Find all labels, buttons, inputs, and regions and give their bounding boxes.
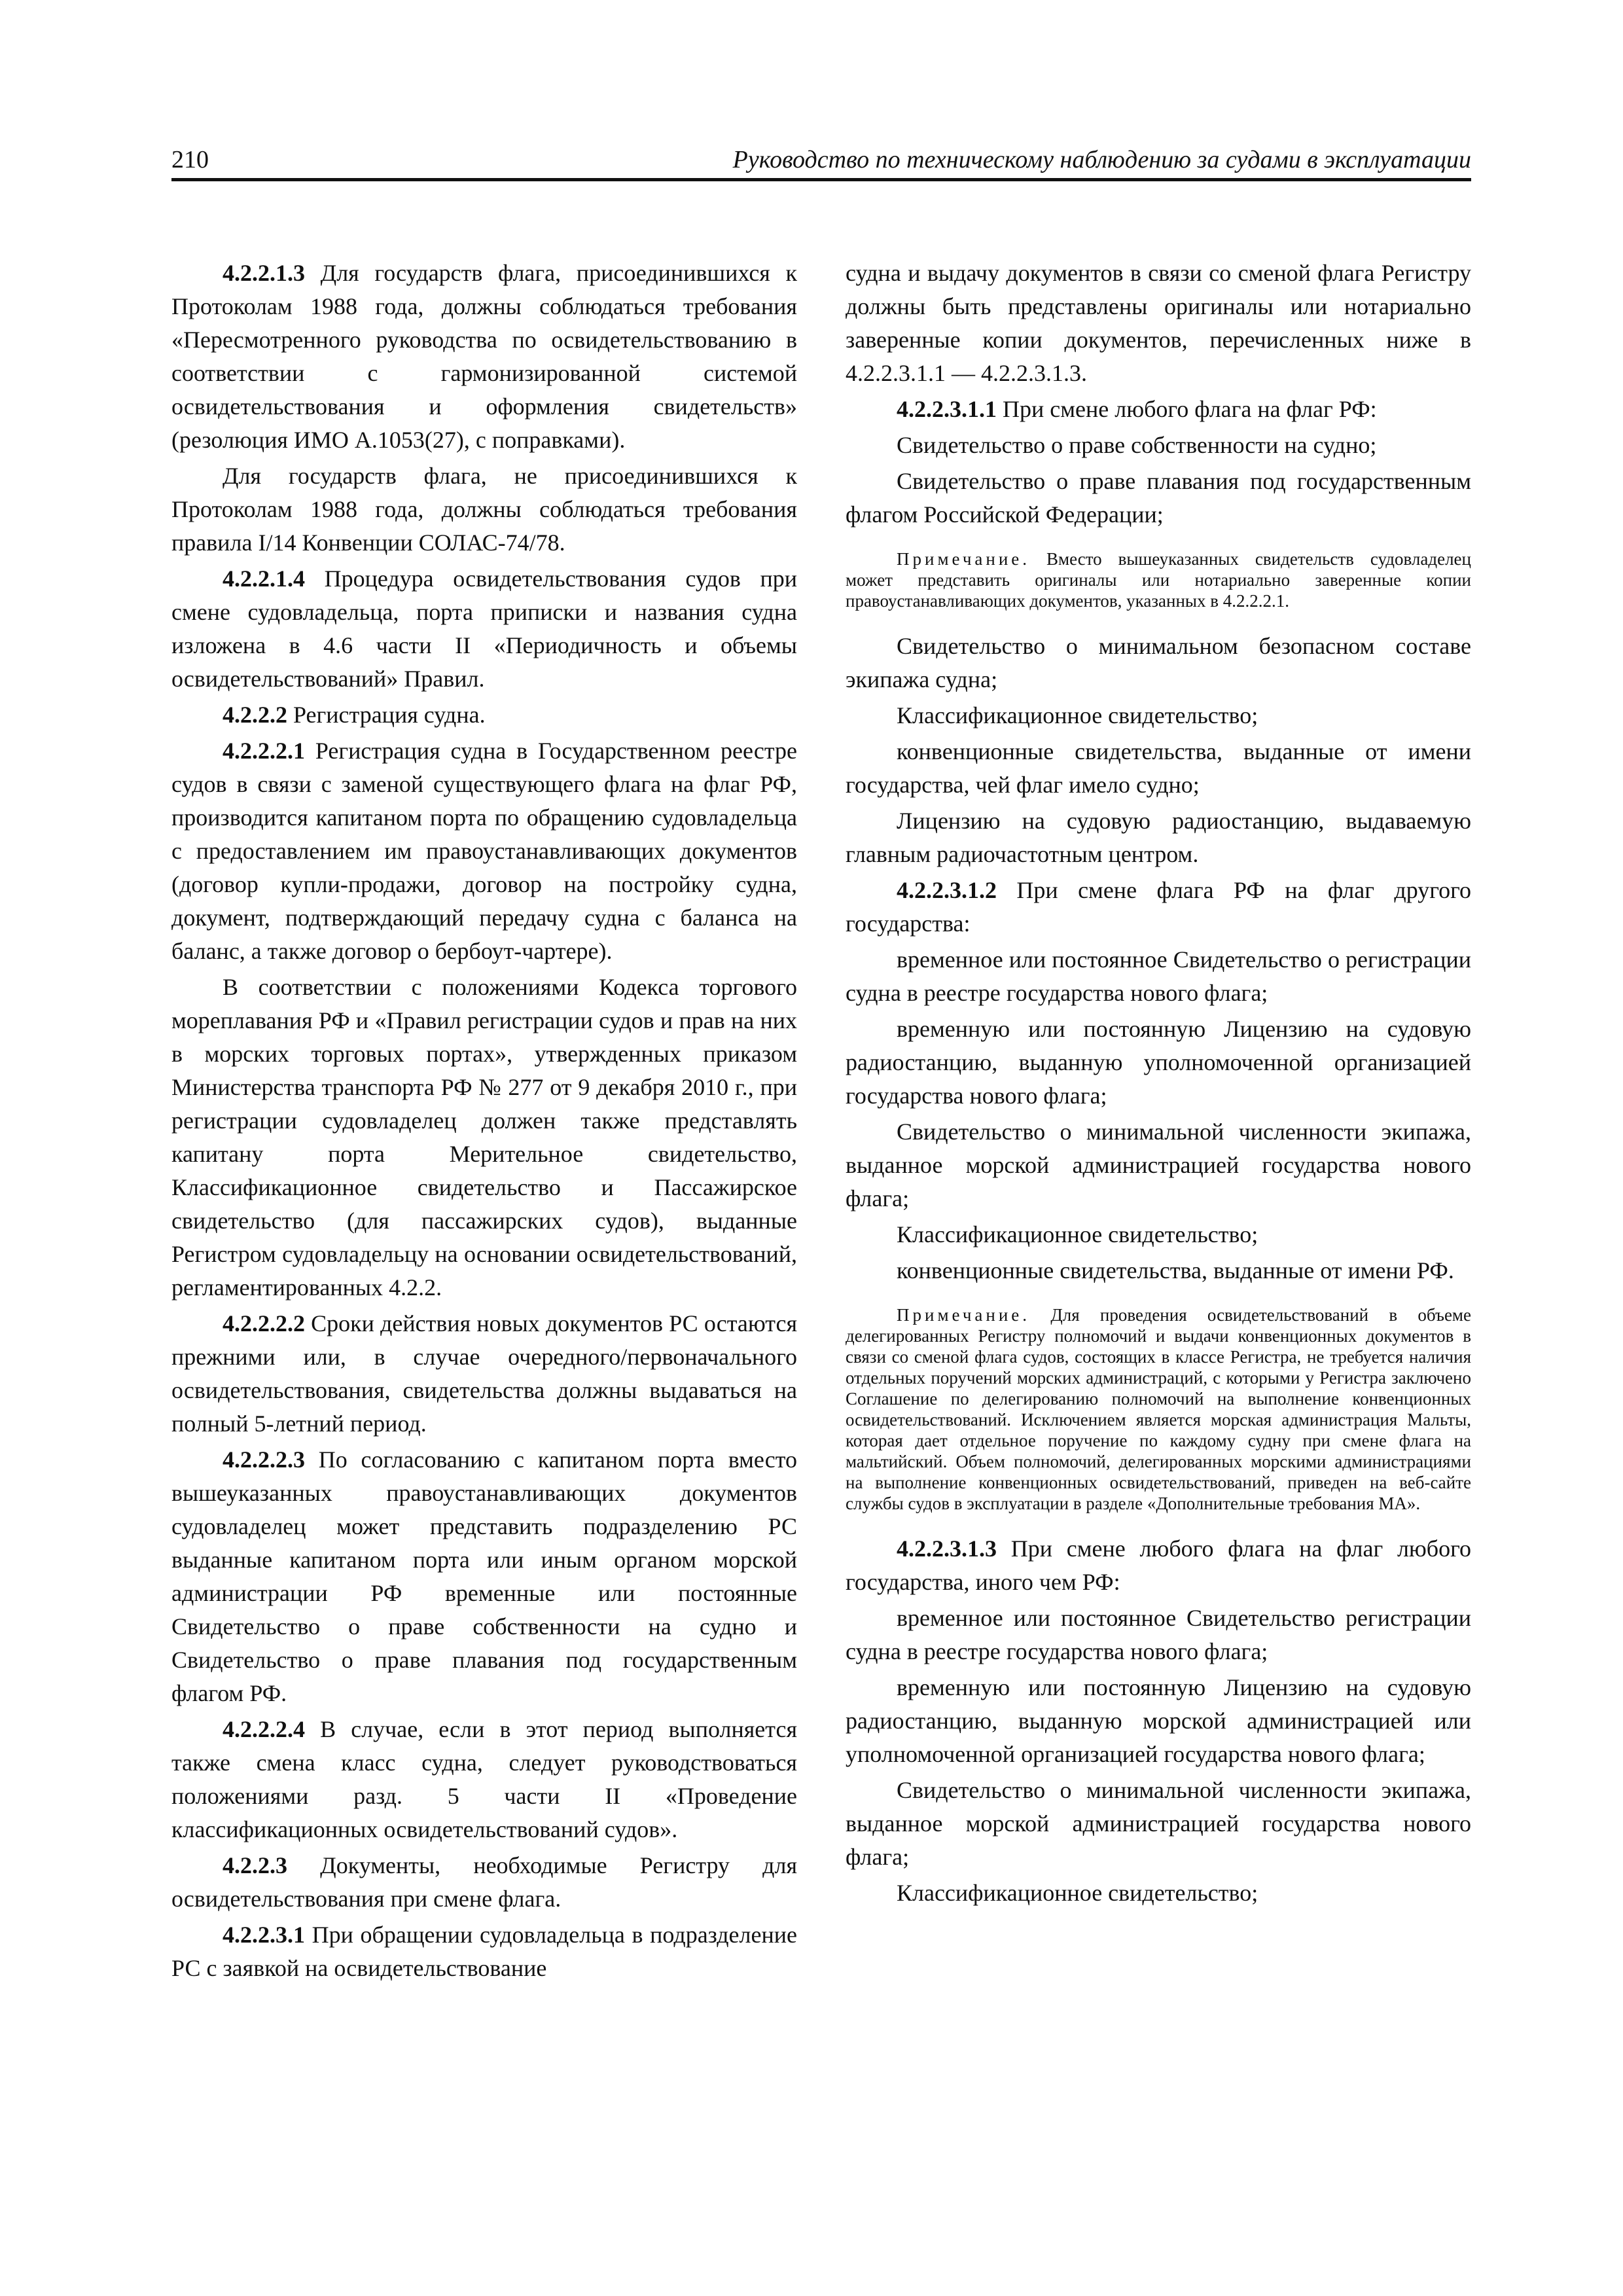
note-text: Для проведения освидетельствований в объеме делегированных Регистру полномочий и выдачи конвенционных документов в связи со сменой флага судов, состоящих в классе Регистра, не требуется наличия отдельных поручений морских администраций, с которыми у Регистра заключено Соглашение по делегированию полномочий на выполнение конвенционных освидетельствований. Исключением является морская администрация Мальты, которая дает отдельное поручение по каждому судну при смене флага на мальтийский. Объем полномочий, делегированных морскими администрациями на выполнение конвенционных освидетельствований, приведен на веб-сайте службы судов в эксплуатации в разделе «Дополнительные требования МА». (846, 1305, 1471, 1513)
paragraph (171, 698, 797, 732)
paragraph: временную или постоянную Лицензию на судовую радиостанцию, выданную уполномоченной организацией государства нового флага; (846, 1016, 1471, 1109)
paragraph-text: Регистрация судна. (287, 702, 486, 728)
paragraph: Свидетельство о минимальной численности экипажа, выданное морской администрацией государства нового флага; (846, 1119, 1471, 1211)
paragraph: Свидетельство о минимальной численности экипажа, выданное морской администрацией государства нового флага; (846, 1777, 1471, 1870)
clause-number: 4.2.2.1.3 (223, 260, 305, 286)
note-label: Примечание. (897, 1305, 1031, 1325)
paragraph: конвенционные свидетельства, выданные от имени РФ. (897, 1257, 1454, 1283)
paragraph (171, 971, 797, 1304)
note (846, 548, 1471, 611)
paragraph (846, 393, 1471, 426)
paragraph: Классификационное свидетельство; (897, 702, 1258, 728)
clause-number: 4.2.2.2.4 (223, 1716, 305, 1742)
clause-number: 4.2.2.3 (223, 1852, 287, 1878)
paragraph (171, 1713, 797, 1846)
note (846, 1304, 1471, 1514)
paragraph-text: В соответствии с положениями Кодекса торгового мореплавания РФ и «Правил регистрации судов и прав на них в морских торговых портах», утвержденных приказом Министерства транспорта РФ № 277 от 9 декабря 2010 г., при регистрации судовладелец должен также представлять капитану порта Мерительное свидетельство, Классификационное свидетельство и Пассажирское свидетельство (для пассажирских судов), выданные Регистром судовладельцу на основании освидетельствований, регламентированных 4.2.2. (171, 974, 797, 1300)
note-label: Примечание. (897, 549, 1031, 569)
paragraph: Свидетельство о праве собственности на судно; (897, 432, 1377, 458)
paragraph (171, 734, 797, 968)
clause-number: 4.2.2.2 (223, 702, 287, 728)
paragraph (171, 1918, 797, 1985)
paragraph: Классификационное свидетельство; (897, 1221, 1258, 1247)
paragraph (171, 1443, 797, 1710)
page-number: 210 (171, 146, 209, 173)
paragraph: Свидетельство о минимальном безопасном составе экипажа судна; (846, 633, 1471, 692)
paragraph (171, 459, 797, 560)
paragraph-text: При смене флага РФ на флаг другого государства: (846, 877, 1471, 937)
paragraph-text: Для государств флага, присоединившихся к Протоколам 1988 года, должны соблюдаться требования «Пересмотренного руководства по освидетельствованию в соответствии с гармонизированной системой освидетельствования и оформления свидетельств» (резолюция ИМО А.1053(27), с поправками). (171, 260, 797, 453)
paragraph-text: В случае, если в этот период выполняется также смена класс судна, следует руководствоваться положениями разд. 5 части II «Проведение классификационных освидетельствований судов». (171, 1716, 797, 1842)
left-column (171, 257, 797, 1988)
paragraph-text: Процедура освидетельствования судов при смене судовладельца, порта приписки и названия судна изложена в 4.6 части II «Периодичность и объемы освидетельствований» Правил. (171, 565, 797, 692)
paragraph-text: По согласованию с капитаном порта вместо вышеуказанных правоустанавливающих документов судовладелец может представить подразделению РС выданные капитаном порта или иным органом морской администрации РФ временные или постоянные Свидетельство о праве собственности на судно и Свидетельство о праве плавания под государственным флагом РФ. (171, 1446, 797, 1706)
clause-number: 4.2.2.3.1.1 (897, 396, 997, 422)
paragraph-text: Регистрация судна в Государственном реестре судов в связи с заменой существующего флага на флаг РФ, производится капитаном порта по обращению судовладельца с предоставлением им правоустанавливающих документов (договор купли-продажи, договор на постройку судна, документ, подтверждающий передачу судна с баланса на баланс, а также договор о бербоут-чартере). (171, 738, 797, 964)
note-text: Вместо вышеуказанных свидетельств судовладелец может представить оригиналы или нотариально заверенные копии правоустанавливающих документов, указанных в 4.2.2.2.1. (846, 549, 1471, 611)
paragraph-text: При обращении судовладельца в подразделение РС с заявкой на освидетельствование (171, 1922, 797, 1981)
clause-number: 4.2.2.1.4 (223, 565, 305, 592)
header-rule (171, 178, 1471, 181)
paragraph (171, 1307, 797, 1441)
paragraph-text: При смене любого флага на флаг РФ: (997, 396, 1377, 422)
clause-number: 4.2.2.2.2 (223, 1310, 305, 1336)
clause-number: 4.2.2.3.1.2 (897, 877, 997, 903)
paragraph: временное или постоянное Свидетельство регистрации судна в реестре государства нового флага; (846, 1605, 1471, 1664)
paragraph: Классификационное свидетельство; (897, 1880, 1258, 1906)
paragraph-text: Сроки действия новых документов РС остаются прежними или, в случае очередного/первоначального освидетельствования, свидетельства должны выдаваться на полный 5-летний период. (171, 1310, 797, 1437)
running-title: Руководство по техническому наблюдению за судами в эксплуатации (732, 146, 1471, 173)
paragraph: Свидетельство о праве плавания под государственным флагом Российской Федерации; (846, 468, 1471, 528)
paragraph (171, 1849, 797, 1916)
paragraph: временную или постоянную Лицензию на судовую радиостанцию, выданную морской администрацией или уполномоченной организацией государства нового флага; (846, 1674, 1471, 1767)
clause-number: 4.2.2.3.1.3 (897, 1535, 997, 1562)
clause-number: 4.2.2.3.1 (223, 1922, 305, 1948)
paragraph: конвенционные свидетельства, выданные от имени государства, чей флаг имело судно; (846, 738, 1471, 798)
right-column (846, 257, 1471, 1912)
paragraph: Лицензию на судовую радиостанцию, выдаваемую главным радиочастотным центром. (846, 808, 1471, 867)
clause-number: 4.2.2.2.3 (223, 1446, 305, 1473)
paragraph (171, 257, 797, 457)
paragraph (171, 562, 797, 696)
paragraph-text: Документы, необходимые Регистру для освидетельствования при смене флага. (171, 1852, 797, 1912)
paragraph (846, 1532, 1471, 1599)
paragraph: судна и выдачу документов в связи со сменой флага Регистру должны быть представлены оригиналы или нотариально заверенные копии документов, перечисленных ниже в 4.2.2.3.1.1 — 4.2.2.3.1.3. (846, 260, 1471, 386)
paragraph-text: Для государств флага, не присоединившихся к Протоколам 1988 года, должны соблюдаться требования правила I/14 Конвенции СОЛАС-74/78. (171, 463, 797, 556)
paragraph-text: При смене любого флага на флаг любого государства, иного чем РФ: (846, 1535, 1471, 1595)
paragraph (846, 874, 1471, 941)
paragraph: временное или постоянное Свидетельство о регистрации судна в реестре государства нового флага; (846, 946, 1471, 1006)
clause-number: 4.2.2.2.1 (223, 738, 305, 764)
page-header (171, 144, 1471, 181)
